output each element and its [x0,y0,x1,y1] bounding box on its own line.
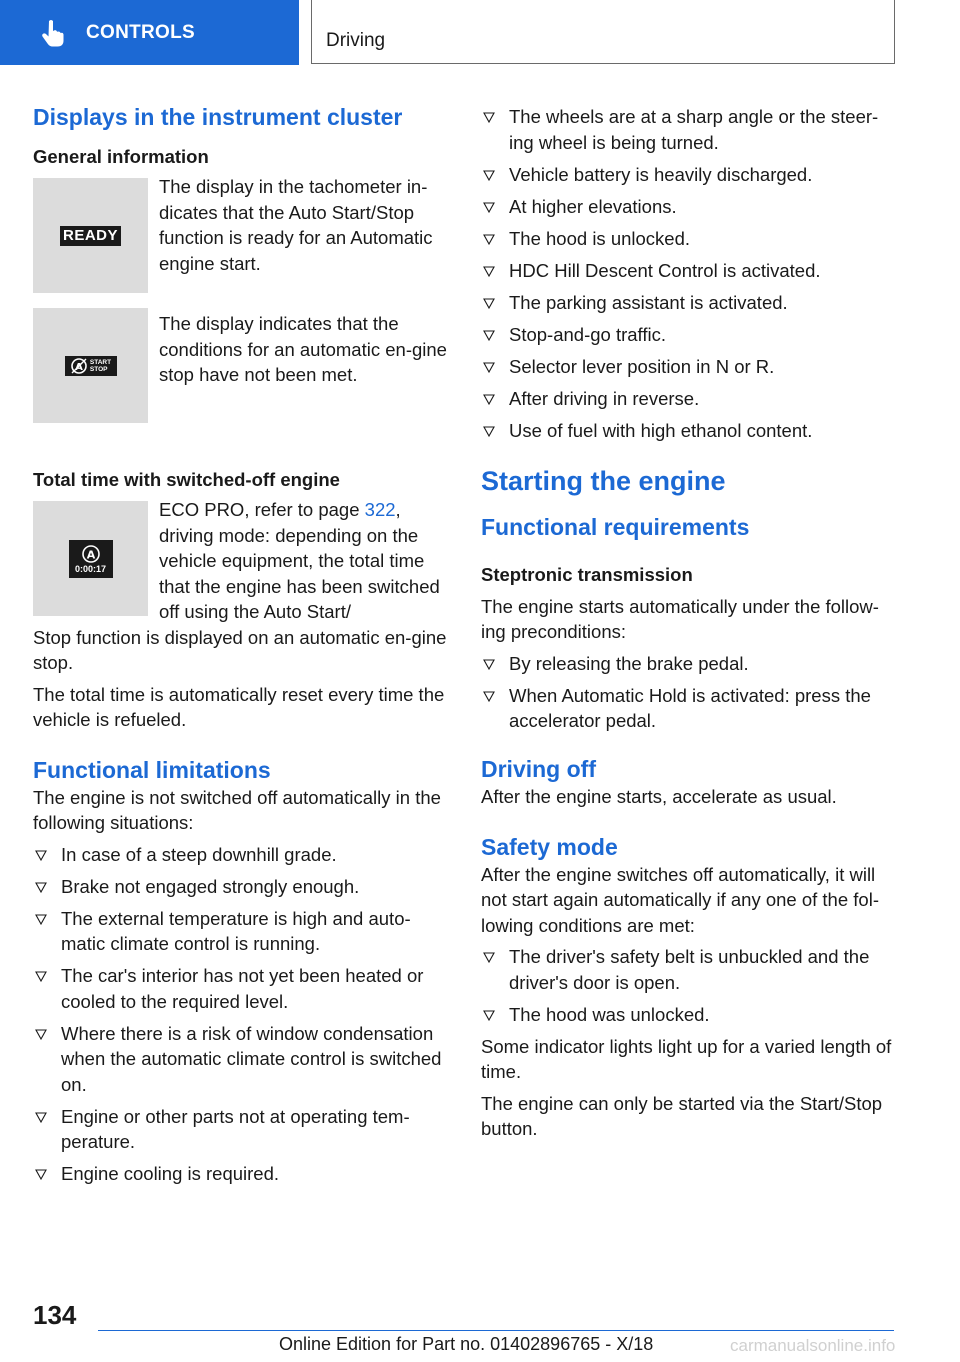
section-title: Displays in the instrument cluster [33,104,403,130]
list-item: At higher elevations. [481,194,895,220]
start-label: START [89,358,112,366]
general-heading: General information [33,146,209,167]
bullet-triangle-icon [483,393,495,405]
limitations-heading: Functional limitations [33,756,271,783]
list-item: The parking assistant is activated. [481,290,895,316]
left-column [33,100,447,1193]
total-time-continued: Stop function is displayed on an automatic en-gine stop. [33,626,447,673]
driving-off-heading: Driving off [481,756,596,782]
safety-mode-list [481,944,895,1027]
steptronic-intro: The engine starts automatically under the follow-ing preconditions: [481,595,879,642]
requirements-heading: Functional requirements [481,513,750,540]
elapsed-time-readout: 0:00:17 [74,563,107,574]
list-item: The car's interior has not yet been heated or cooled to the required level. [33,963,447,1014]
page-number: 134 [33,1300,77,1330]
chapter-tab[interactable] [0,0,299,65]
list-item: When Automatic Hold is activated: press the accelerator pedal. [481,683,895,734]
auto-start-stop-icon [70,357,88,375]
total-time-heading: Total time with switched-off engine [33,469,340,490]
bullet-triangle-icon [35,1111,47,1123]
watermark: carmanualsonline.info [730,1336,896,1355]
ready-display-text: READY [62,226,118,244]
steptronic-heading: Steptronic transmission [481,563,693,585]
list-item: The hood was unlocked. [481,1002,895,1028]
list-item: The wheels are at a sharp angle or the steer-ing wheel is being turned. [481,104,895,155]
list-item: After driving in reverse. [481,386,895,412]
limitations-intro: The engine is not switched off automatically in the following situations: [33,786,441,833]
list-item: HDC Hill Descent Control is activated. [481,258,895,284]
driving-off-text: After the engine starts, accelerate as usual. [481,786,837,807]
bullet-triangle-icon [483,951,495,963]
bullet-triangle-icon [483,658,495,670]
bullet-triangle-icon [483,265,495,277]
limitations-list [33,842,447,1187]
list-item: Brake not engaged strongly enough. [33,874,447,900]
list-item: Stop-and-go traffic. [481,322,895,348]
bullet-triangle-icon [483,361,495,373]
page-reference-link[interactable]: 322 [364,499,396,520]
list-item: Engine cooling is required. [33,1161,447,1187]
list-item: Where there is a risk of window condensation when the automatic climate control is switched on. [33,1021,447,1098]
starting-title: Starting the engine [481,465,726,496]
list-item: The hood is unlocked. [481,226,895,252]
steptronic-list [481,651,895,734]
bullet-triangle-icon [483,111,495,123]
list-item: The driver's safety belt is unbuckled and the driver's door is open. [481,944,895,995]
safety-mode-heading: Safety mode [481,833,618,860]
bullet-triangle-icon [35,849,47,861]
bullet-triangle-icon [35,881,47,893]
fig-total-block [33,497,447,625]
startstop-display-image [33,308,148,423]
bullet-triangle-icon [35,1168,47,1180]
list-item: The external temperature is high and auto-matic climate control is running. [33,906,447,957]
bullet-triangle-icon [35,913,47,925]
bullet-triangle-icon [483,201,495,213]
fig-ready-block [33,174,447,314]
bullet-triangle-icon [483,233,495,245]
reset-description: The total time is automatically reset every time the vehicle is refueled. [33,683,445,730]
auto-start-stop-icon [81,544,101,564]
list-item: Engine or other parts not at operating tem-perature. [33,1104,447,1155]
bullet-triangle-icon [35,970,47,982]
fig-startstop-block [33,311,447,467]
section-header [311,0,895,64]
svg-text:A: A [75,361,83,373]
bullet-triangle-icon [483,169,495,181]
hand-pointer-icon [40,19,66,47]
indicator-lights-text: Some indicator lights light up for a varied length of time. [481,1035,892,1082]
list-item: Selector lever position in N or R. [481,354,895,380]
section-label: Driving [326,30,386,51]
ready-display-image [33,178,148,293]
list-item: Vehicle battery is heavily discharged. [481,162,895,188]
ready-description: The display in the tachometer in-dicates that the Auto Start/Stop function is ready for an Automatic engine start. [159,176,433,274]
bullet-triangle-icon [483,425,495,437]
list-item: In case of a steep downhill grade. [33,842,447,868]
chapter-label: CONTROLS [86,21,196,43]
footer-divider [98,1330,894,1331]
bullet-triangle-icon [483,690,495,702]
edition-footer: Online Edition for Part no. 01402896765 - X/18 [279,1334,654,1354]
start-stop-button-text: The engine can only be started via the Start/Stop button. [481,1092,883,1139]
svg-text:A: A [86,548,95,561]
bullet-triangle-icon [483,329,495,341]
safety-mode-intro: After the engine switches off automatically, it will not start again automatically if any one of the fol-lowing conditions are met: [481,863,879,936]
limitations-list-continued [481,104,895,443]
startstop-description: The display indicates that the conditions for an automatic en-gine stop have not been met. [159,313,447,385]
stop-label: STOP [89,365,108,373]
list-item: Use of fuel with high ethanol content. [481,418,895,444]
right-column [481,104,895,1142]
bullet-triangle-icon [483,297,495,309]
bullet-triangle-icon [483,1009,495,1021]
total-time-description: ECO PRO, refer to page 322, driving mode: depending on the vehicle equipment, the total time that the engine has been switched off using the Auto Start/ [159,499,440,622]
list-item: By releasing the brake pedal. [481,651,895,677]
bullet-triangle-icon [35,1028,47,1040]
total-time-display-image [33,501,148,616]
